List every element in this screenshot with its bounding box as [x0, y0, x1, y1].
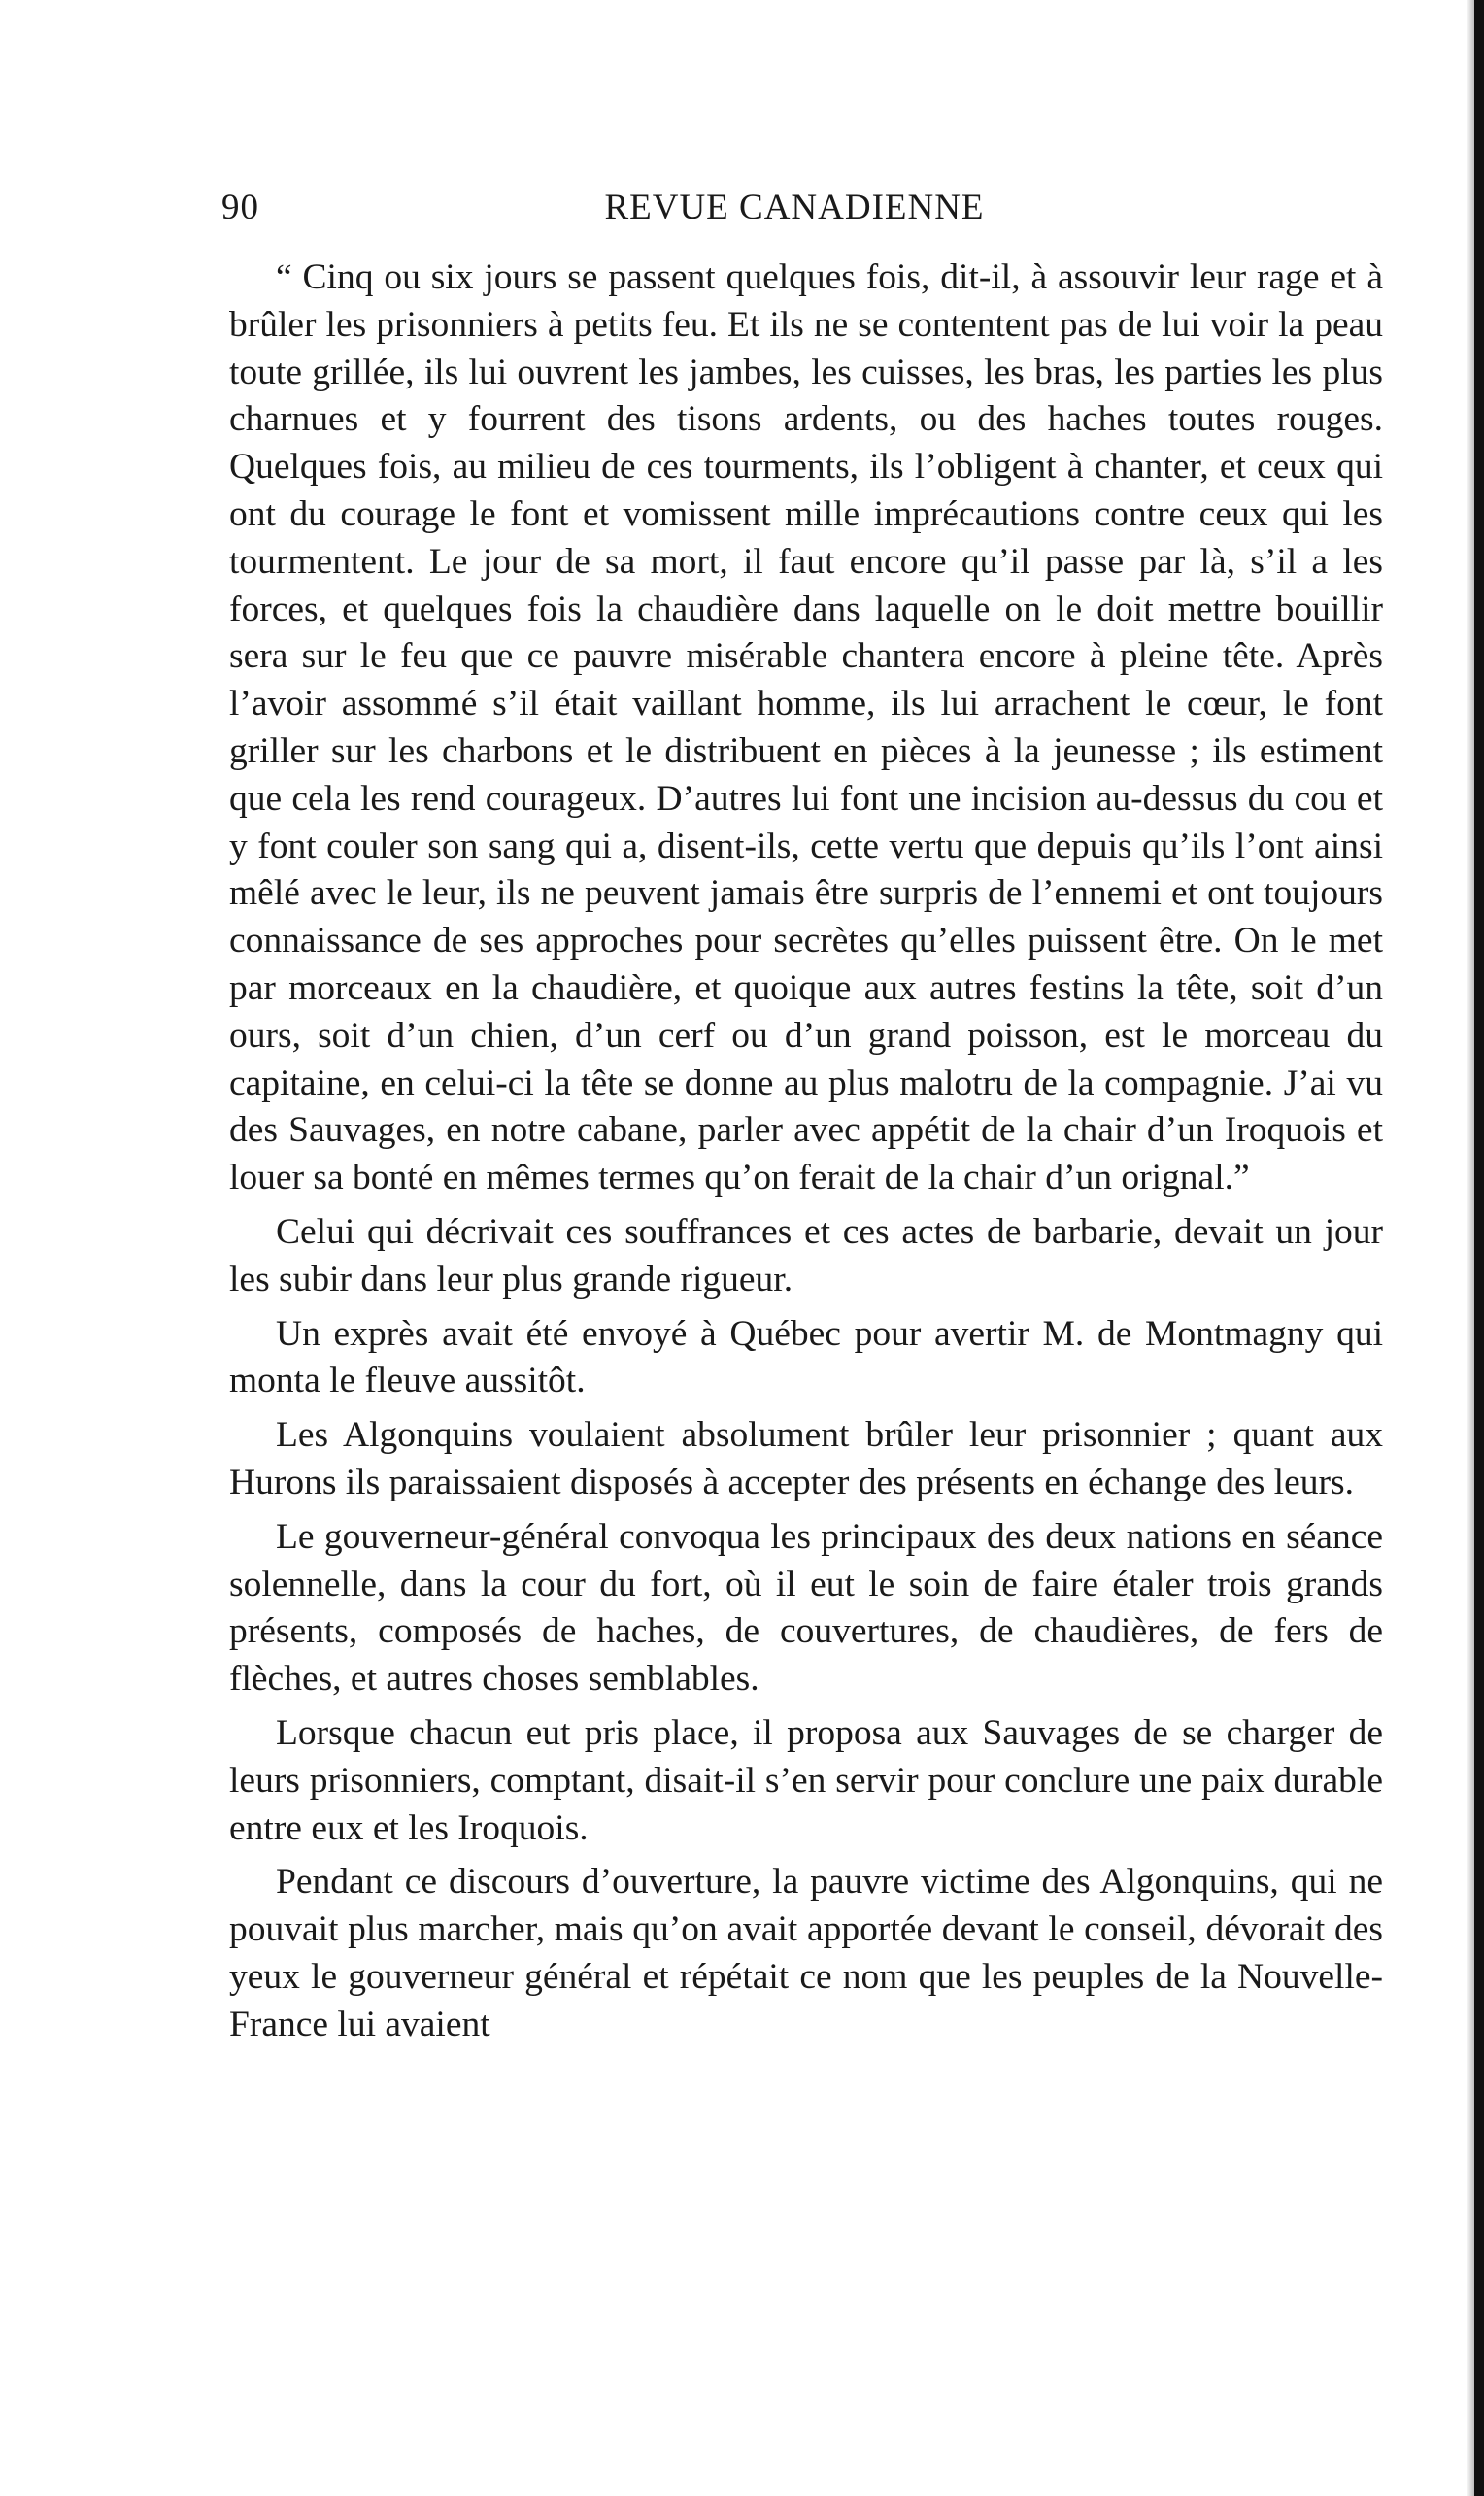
paragraph: Celui qui décrivait ces souffrances et ces actes de barbarie, devait un jour les subir dans leur plus grande rigueur.: [229, 1211, 1383, 1299]
paragraph: Lorsque chacun eut pris place, il proposa aux Sauvages de se charger de leurs prisonniers, comptant, disait-il s’en servir pour conclure une paix durable entre eux et les Iroquois.: [229, 1712, 1383, 1848]
journal-title: REVUE CANADIENNE: [604, 187, 985, 227]
paragraph: Pendant ce discours d’ouverture, la pauvre victime des Algonquins, qui ne pouvait plus marcher, mais qu’on avait apportée devant le conseil, dévorait des yeux le gouverneur général et répétait ce nom que les peuples de la Nouvelle-France lui avaient: [229, 1862, 1383, 2044]
body-text: [229, 254, 1383, 2055]
page-edge-shadow: [1467, 0, 1474, 2496]
running-head: [221, 186, 1367, 237]
page-edge: [1474, 0, 1484, 2496]
page-number: 90: [221, 187, 259, 227]
paragraph: Un exprès avait été envoyé à Québec pour avertir M. de Montmagny qui monta le fleuve aussitôt.: [229, 1313, 1383, 1401]
paragraph-quote: “ Cinq ou six jours se passent quelques fois, dit-il, à assouvir leur rage et à brûler les prisonniers à petits feu. Et ils ne se contentent pas de lui voir la peau toute grillée, ils lui ouvrent les jambes, les cuisses, les bras, les parties les plus charnues et y fourrent des tisons ardents, ou des haches toutes rouges. Quelques fois, au milieu de ces tourments, ils l’obligent à chanter, et ceux qui ont du courage le font et vomissent mille imprécautions contre ceux qui les tourmentent. Le jour de sa mort, il faut encore qu’il passe par là, s’il a les forces, et quelques fois la chaudière dans laquelle on le doit mettre bouillir sera sur le feu que ce pauvre misérable chantera encore à pleine tête. Après l’avoir assommé s’il était vaillant homme, ils lui arrachent le cœur, le font griller sur les charbons et le distribuent en pièces à la jeunesse ; ils estiment que cela les rend courageux. D’autres lui font une incision au-dessus du cou et y font couler son sang qui a, disent-ils, cette vertu que depuis qu’ils l’ont ainsi mêlé avec le leur, ils ne peuvent jamais être surpris de l’ennemi et ont toujours connaissance de ses approches pour secrètes qu’elles puissent être. On le met par morceaux en la chaudière, et quoique aux autres festins la tête, soit d’un ours, soit d’un chien, d’un cerf ou d’un grand poisson, est le morceau du capitaine, en celui-ci la tête se donne au plus malotru de la compagnie. J’ai vu des Sauvages, en notre cabane, parler avec appétit de la chair d’un Iroquois et louer sa bonté en mêmes termes qu’on ferait de la chair d’un orignal.”: [229, 257, 1383, 1198]
paragraph: Le gouverneur-général convoqua les principaux des deux nations en séance solennelle, dans la cour du fort, où il eut le soin de faire étaler trois grands présents, composés de haches, de couvertures, de chaudières, de fers de flèches, et autres choses semblables.: [229, 1516, 1383, 1700]
paragraph: Les Algonquins voulaient absolument brûler leur prisonnier ; quant aux Hurons ils paraissaient disposés à accepter des présents en échange des leurs.: [229, 1415, 1383, 1502]
